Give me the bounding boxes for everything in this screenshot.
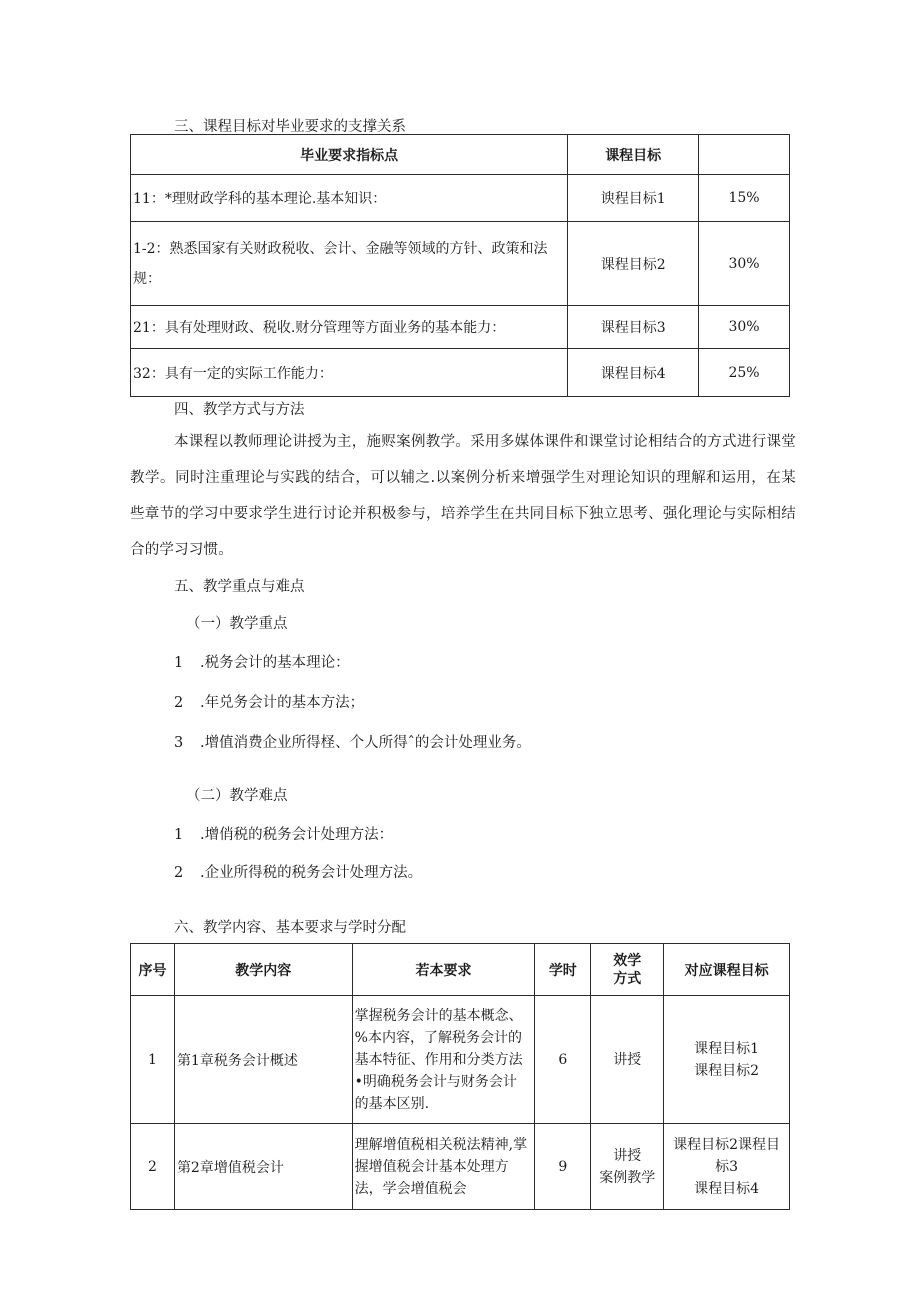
item-number: 1	[174, 655, 184, 671]
weight-cell: 15%	[699, 175, 790, 222]
list-item	[174, 823, 393, 844]
objective-cell: 课程目标4	[568, 349, 699, 397]
table-row	[131, 175, 790, 222]
header-objective: 课程目标	[568, 135, 699, 175]
header-hours: 学时	[535, 944, 591, 996]
item-text: .增俏税的税务会计处理方法：	[200, 827, 394, 843]
indicator-cell: 32：具有一定的实际工作能力：	[131, 349, 568, 397]
list-item	[174, 651, 350, 672]
header-content: 教学内容	[174, 944, 352, 996]
section-4-heading: 四、教学方式与方法	[174, 402, 305, 418]
item-text: .企业所得税的税务会计处理方法。	[200, 865, 423, 881]
weight-cell: 30%	[699, 222, 790, 306]
support-table	[130, 134, 790, 397]
table-row	[131, 996, 790, 1124]
table-row	[131, 222, 790, 306]
item-number: 2	[174, 695, 184, 711]
list-item	[174, 691, 364, 712]
row-no: 1	[131, 996, 175, 1124]
key-points-title: （一）教学重点	[186, 616, 288, 632]
content-table	[130, 943, 790, 1210]
row-objective-line: 课程目标2课程目	[673, 1136, 781, 1153]
row-objective-line: 课程目标2	[694, 1062, 760, 1079]
header-weight	[699, 135, 790, 175]
list-item	[174, 731, 531, 752]
header-indicator: 毕业要求指标点	[131, 135, 568, 175]
row-method-line2: 案例教学	[599, 1169, 656, 1186]
item-number: 3	[174, 735, 184, 751]
row-content: 第1章税务会计概述	[174, 996, 352, 1124]
section-5-heading: 五、教学重点与难点	[174, 579, 305, 595]
support-table-header	[131, 135, 790, 175]
row-method-line1: 讲授	[613, 1147, 642, 1164]
objective-cell: 谀程目标1	[568, 175, 699, 222]
indicator-cell: 11：*理财政学科的基本理论.基本知识：	[131, 175, 568, 222]
indicator-cell: 21：具有处理财政、税收.财分管理等方面业务的基本能力：	[131, 306, 568, 349]
row-objectives	[664, 996, 790, 1124]
row-no: 2	[131, 1124, 175, 1210]
row-method	[591, 1124, 664, 1210]
row-objectives	[664, 1124, 790, 1210]
row-objective-line: 课程目标4	[694, 1180, 760, 1197]
difficult-points-title: （二）教学难点	[186, 788, 288, 804]
item-text: .年兑务会计的基本方法；	[200, 695, 365, 711]
teaching-method-paragraph: 本课程以教师理论讲授为主，施赆案例教学。采用多媒体课件和课堂讨论相结合的方式进行课堂教学。同时注重理论与实践的结合，可以辅之.以案例分析来增强学生对理论知识的理解和运用，在某些章节的学习中要求学生进行讨论并积极参与，培养学生在共同目标下独立思考、强化理论与实际相结合的学习习惯。	[130, 434, 796, 558]
row-method	[591, 996, 664, 1124]
row-content: 第2章增值税会计	[174, 1124, 352, 1210]
header-objectives: 对应课程目标	[664, 944, 790, 996]
indicator-cell: 1-2：熟悉国家有关财政税收、会计、金融等领域的方针、政策和法规：	[131, 222, 568, 306]
header-method-line2: 方式	[613, 970, 642, 987]
list-item	[174, 861, 422, 882]
header-method-line1: 效学	[613, 952, 642, 969]
item-number: 2	[174, 865, 184, 881]
weight-cell: 30%	[699, 306, 790, 349]
row-requirement: 理解增值税相关税法精神,掌握增值税会计基本处理方法，学会增值税会	[352, 1124, 535, 1210]
header-no: 序号	[131, 944, 175, 996]
row-objective-line: 课程目标1	[694, 1040, 760, 1057]
section-6-heading: 六、教学内容、基本要求与学时分配	[174, 920, 406, 936]
header-method	[591, 944, 664, 996]
section-3-heading: 三、课程目标对毕业要求的支撑关系	[174, 119, 406, 135]
item-text: .税务会计的基本理论：	[200, 655, 350, 671]
row-hours: 9	[535, 1124, 591, 1210]
item-text: .增值消费企业所得柽、个人所得ˆ的会计处理业务。	[200, 735, 531, 751]
content-table-header	[131, 944, 790, 996]
row-requirement: 掌握税务会计的基本概念、%本内容，了解税务会计的基本特征、作用和分类方法•明确税务会计与财务会计的基本区别.	[352, 996, 535, 1124]
row-objective-line: 标3	[715, 1158, 739, 1175]
weight-cell: 25%	[699, 349, 790, 397]
item-number: 1	[174, 827, 184, 843]
header-requirement: 若本要求	[352, 944, 535, 996]
table-row	[131, 1124, 790, 1210]
table-row	[131, 306, 790, 349]
table-row	[131, 349, 790, 397]
objective-cell: 课程目标2	[568, 222, 699, 306]
objective-cell: 课程目标3	[568, 306, 699, 349]
row-method-line1: 讲授	[613, 1051, 642, 1068]
row-hours: 6	[535, 996, 591, 1124]
